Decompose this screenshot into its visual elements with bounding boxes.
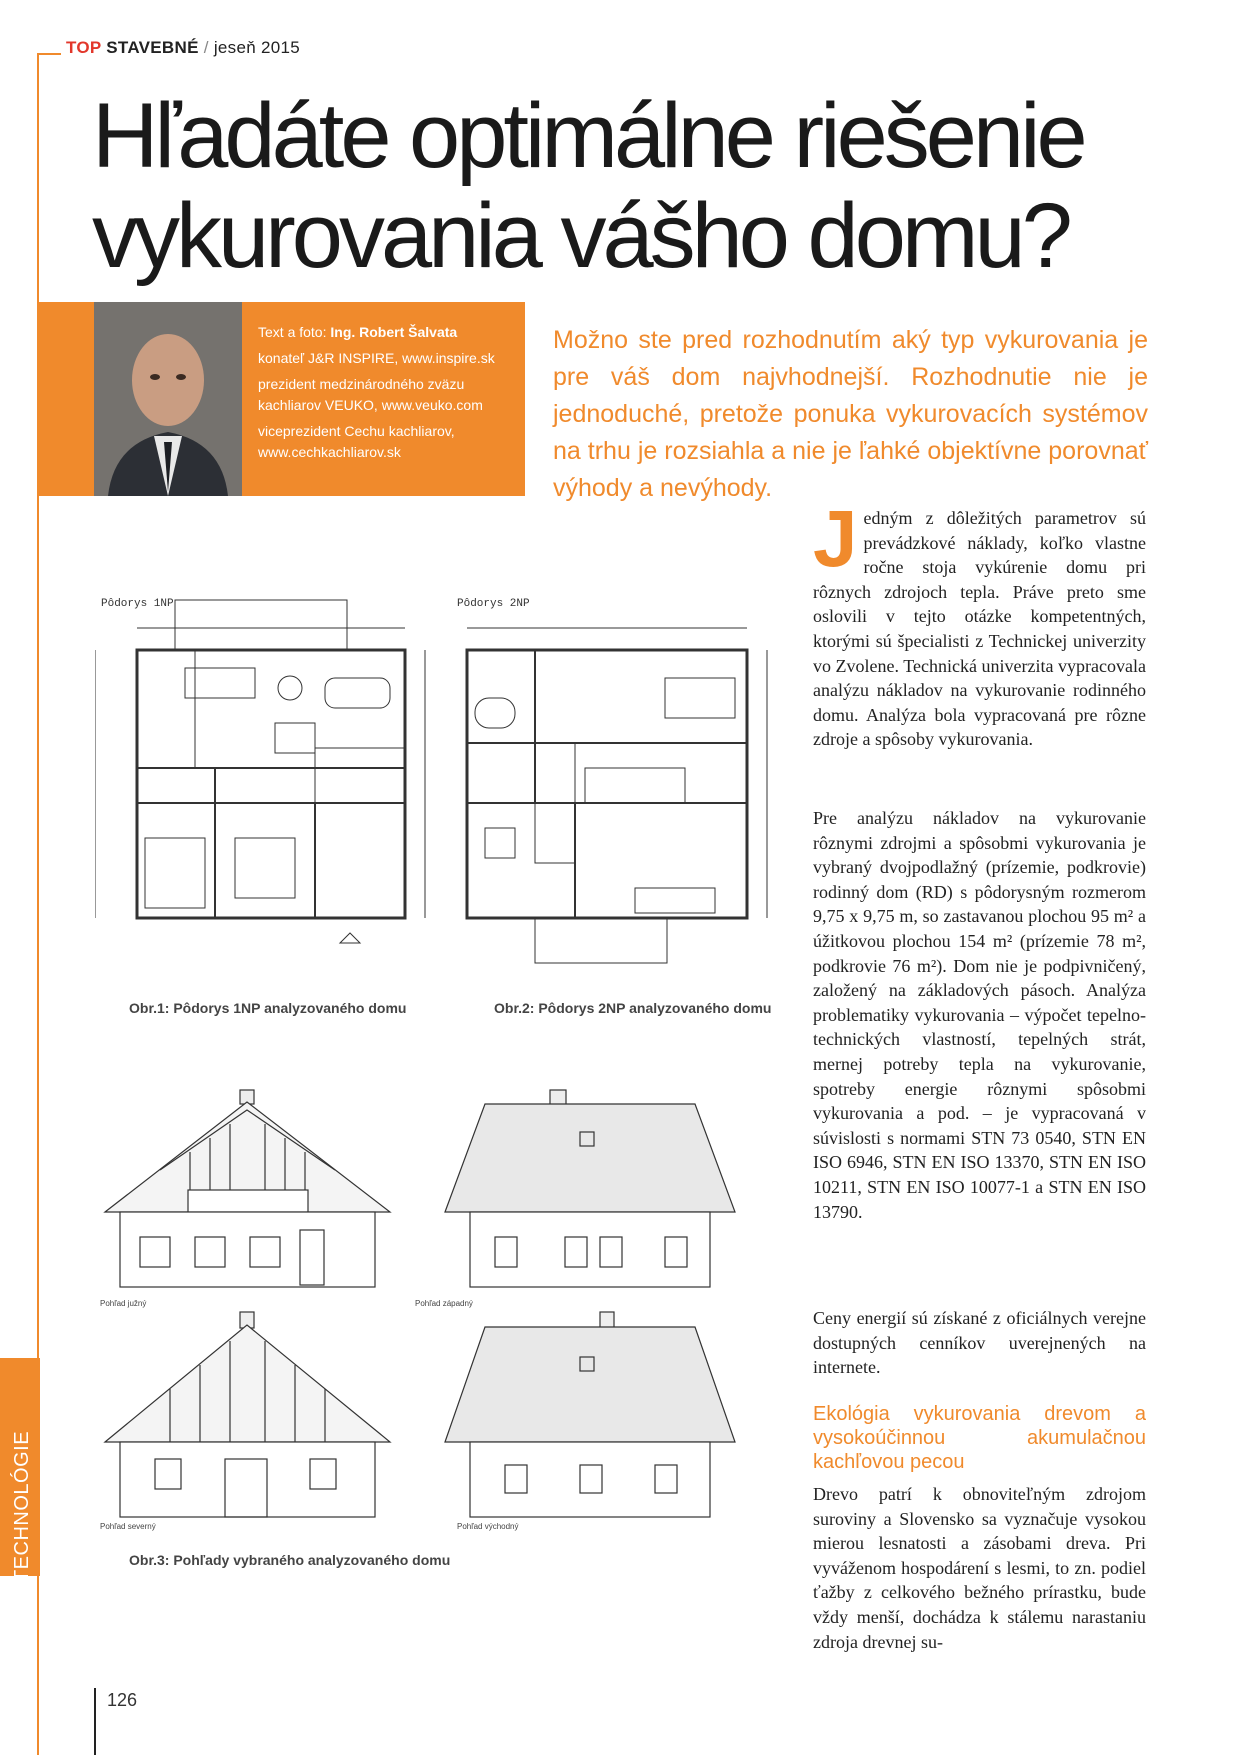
body-paragraph-4: Drevo patrí k obnoviteľným zdrojom suroviny a Slovensko sa vyznačuje vysokou mierou lesnatosti a zásobami dreva. Pri vyváženom hospodárení s lesmi, to zn. podiel ťažby z celkového bežného prírastku, bude vždy menší, dochádza k stálemu narastaniu zdroja drevnej su- [813,1484,1146,1652]
drop-cap: J [813,494,858,583]
body-paragraph-2: Pre analýzu nákladov na vykurovanie rôznymi zdrojmi a spôsobmi vykurovania je vybraný dvojpodlažný (prízemie, podkrovie) rodinný dom (RD) s pôdorysným rozmerom 9,75 x 9,75 m, so zastavanou plochou 95 m² a úžitkovou plochou 154 m² (prízemie 78 m², podkrovie 76 m²). Dom nie je podpivničený, založený na základových pásoch. Analýza problematiky vykurovania – výpočet tepelno-technických vlastností, tepelných strát, mernej potreby tepla na vykurovanie, spotreby energie rôznymi spôsobmi vykurovania a pod. – je vypracovaná v súvislosti s normami STN 73 0540, STN EN ISO 6946, STN EN ISO 13370, STN EN ISO 10211, STN EN ISO 10077-1 a STN EN ISO 13790. [813,808,1146,1222]
author-info [258,322,520,468]
section-tab-label: TECHNOLÓGIE [11,1430,33,1583]
body-paragraph-3: Ceny energií sú získané z oficiálnych verejne dostupných cenníkov uverejnených na internete. [813,1308,1146,1378]
figure-2-caption: Obr.2: Pôdorys 2NP analyzovaného domu [494,1000,772,1016]
floor-plan-1np [95,588,435,973]
elevation-west [440,1082,740,1297]
lead-paragraph: Možno ste pred rozhodnutím aký typ vykurovania je pre váš dom najvhodnejší. Rozhodnutie nie je jednoduché, pretože ponuka vykurovacích systémov na trhu je rozsiahla a nie je ľahké objektívne porovnať výhody a nevýhody. [553,326,1148,502]
label-view-north: Pohľad severný [100,1522,156,1531]
elevation-south [100,1082,400,1297]
author-role-3: viceprezident Cechu kachliarov, www.cechkachliarov.sk [258,423,455,460]
label-view-west: Pohľad západný [415,1299,473,1308]
plan-1np-label: Pôdorys 1NP [101,598,174,610]
elevation-east [440,1307,740,1527]
title-line-1: Hľadáte optimálne riešenie [92,85,1084,187]
figure-1-caption: Obr.1: Pôdorys 1NP analyzovaného domu [129,1000,407,1016]
elevation-north [100,1307,400,1527]
author-role-2: prezident medzinárodného zväzu kachliarov VEUKO, www.veuko.com [258,376,483,413]
article-title [92,86,1212,286]
figure-3-caption: Obr.3: Pohľady vybraného analyzovaného domu [129,1552,451,1568]
section-subheading: Ekológia vykurovania drevom a vysokoúčinnou akumulačnou kachľovou pecou [813,1403,1146,1473]
page-number-rule [94,1688,96,1755]
label-view-east: Pohľad východný [457,1522,519,1531]
label-view-south: Pohľad južný [100,1299,147,1308]
margin-rule-horizontal [37,53,61,55]
author-role-1: konateľ J&R INSPIRE, www.inspire.sk [258,350,495,366]
body-text-1: edným z dôležitých parametrov sú prevádzkové náklady, koľko vlastne ročne stoja vykúrenie domu pri rôznych zdrojoch tepla. Práve preto sme oslovili v tejto otázke kompetentných, ktorými sú špecialisti z Technickej univerzity vo Zvolene. Technická univerzita vypracovala analýzu nákladov na vykurovanie rodinného domu. Analýza bola vypracovaná pre rôzne zdroje a spôsoby vykurovania. [813,508,1146,750]
issue-season: jeseň 2015 [213,38,300,57]
author-photo [94,302,242,496]
body-paragraph-1 [813,494,1146,752]
title-line-2: vykurovania vášho domu? [92,185,1069,287]
brand-stavebne: STAVEBNÉ [106,38,199,57]
magazine-header [66,38,300,58]
page-number: 126 [107,1690,138,1710]
credit-prefix: Text a foto: [258,324,331,340]
header-separator: / [203,38,209,57]
floor-plan-2np [455,588,795,973]
brand-top: TOP [66,38,102,57]
plan-2np-label: Pôdorys 2NP [457,598,530,610]
author-name: Ing. Robert Šalvata [330,324,458,340]
